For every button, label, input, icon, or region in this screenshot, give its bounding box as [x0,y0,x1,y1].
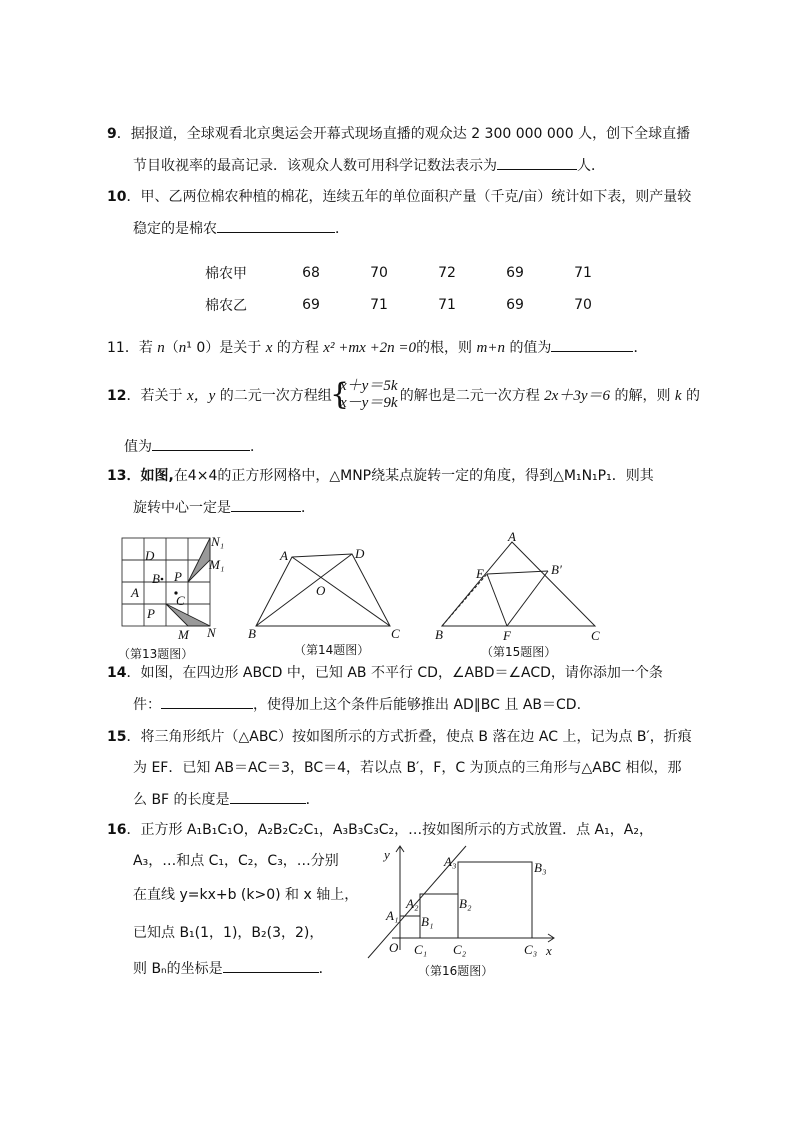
label-A: A [280,548,288,563]
question-text: 值为 [124,439,152,455]
figure-16 [362,842,562,960]
question-text: 稳定的是棉农 [133,221,217,237]
label-B1: B₁ [421,914,434,929]
table-row [205,257,617,289]
question-text: ．如图, [126,468,174,484]
question-text: ． [318,961,333,977]
question-10-line-2 [133,218,349,239]
question-11 [107,337,647,358]
answer-blank[interactable] [497,155,577,170]
label-B: B [152,571,160,586]
answer-blank[interactable] [223,958,319,973]
label-D: D [355,546,365,561]
question-text: （ [164,340,179,356]
question-10-line-1 [107,187,691,207]
question-15-line-2 [133,758,681,778]
label-C: C [176,593,185,608]
question-15-line-3 [133,789,320,810]
question-number: 12 [107,388,127,404]
question-number: 11 [107,340,125,356]
table-cell: 70 [370,265,388,281]
label-x: x [546,943,552,958]
label-A1: A₁ [386,908,399,923]
label-A2: A₂ [406,896,419,911]
question-text: 的 [686,388,701,404]
table-cell: 71 [438,297,456,313]
label-B: B [248,626,256,641]
table-cell: 69 [302,297,320,313]
question-text: ）是关于 [205,340,262,356]
answer-blank[interactable] [152,436,250,451]
question-15-line-1 [107,727,692,747]
answer-blank[interactable] [217,218,335,233]
question-text: ¹ 0 [186,340,206,356]
label-O: O [389,940,399,955]
question-text: ． [335,221,349,237]
question-text: 么 BF 的长度是 [133,792,230,808]
answer-blank[interactable] [231,497,301,512]
table-cell: 69 [506,265,524,281]
equation: 2x＋3y＝6 [544,388,610,404]
question-text: 在4×4的正方形网格中，△MNP绕某点旋转一定的角度，得到△M₁N₁P₁．则其 [173,468,654,484]
question-text: ．如图，在四边形 ABCD 中，已知 AB 不平行 CD，∠ABD＝∠ACD，请你添加一个条 [126,665,663,681]
question-text: 的解，则 [614,388,671,404]
question-text: 的方程 [276,340,319,356]
question-14-line-1 [107,663,663,683]
label-C1: C₁ [414,942,428,957]
question-text: ．据报道，全球观看北京奥运会开幕式现场直播的观众达 2 300 000 000 人，创下全球直播 [116,126,691,142]
question-text: 节目收视率的最高记录．该观众人数可用科学记数法表示为 [133,158,497,174]
question-9-line-1 [107,124,690,144]
label-C: C [591,628,600,643]
question-text: ．若关于 [126,388,183,404]
label-E: E [476,566,484,581]
question-text: ．若 [124,340,158,356]
question-text: 则 Bₙ的坐标是 [133,961,223,977]
yield-table [205,257,617,321]
figure-14-caption: （第14题图） [294,643,370,657]
question-text: 的解也是二元一次方程 [399,388,540,404]
figure-15-caption: （第15题图） [481,645,557,659]
question-text: ．甲、乙两位棉农种植的棉花，连续五年的单位面积产量（千克/亩）统计如下表，则产量较 [126,189,692,205]
label-B3: B₃ [534,860,547,875]
figure-14 [240,540,415,644]
question-16-line-1 [107,820,653,840]
question-9-line-2 [133,155,605,176]
math-var: n [157,340,165,356]
question-text: ． [301,500,315,516]
table-cell: 71 [574,265,592,281]
math-var: x [265,340,273,356]
table-cell: 70 [574,297,592,313]
question-16-line-3: 在直线 y=kx+b (k>0) 和 x 轴上， [133,887,359,903]
label-N: N [207,625,216,640]
label-B2: B₂ [459,896,472,911]
question-number: 10 [107,189,127,205]
label-P: P [147,606,155,621]
label-C2: C₂ [453,942,467,957]
question-text: 旋转中心一定是 [133,500,231,516]
table-cell: 68 [302,265,320,281]
label-F: F [503,628,511,643]
question-13-line-1 [107,466,654,486]
answer-blank[interactable] [161,694,253,709]
question-text: ，使得加上这个条件后能够推出 AD∥BC 且 AB＝CD. [253,697,582,713]
label-B: B [435,627,443,642]
question-number: 14 [107,665,127,681]
label-O: O [316,583,326,598]
table-row [205,289,617,321]
label-B-prime: B′ [551,562,562,577]
label-M1: M₁ [209,557,225,572]
question-number: 15 [107,729,127,745]
label-D: D [145,548,155,563]
math-var: n [178,340,187,356]
table-cell: 71 [370,297,388,313]
question-12-line-1 [107,386,700,406]
answer-blank[interactable] [551,337,633,352]
table-cell: 棉农甲 [205,266,247,282]
question-text: 的值为 [509,340,552,356]
question-16-line-4: 已知点 B₁(1，1)，B₂(3，2)， [133,925,324,941]
question-text: ． [633,340,648,356]
question-12-line-2 [124,436,264,457]
question-16-line-5 [133,958,333,979]
math-expr: m+n [476,340,505,356]
figure-15 [425,528,615,646]
table-cell: 69 [506,297,524,313]
question-text: 人． [577,158,605,174]
label-P1: P [174,569,182,584]
question-number: 16 [107,822,127,838]
question-text: 的根，则 [416,340,473,356]
question-text: ．正方形 A₁B₁C₁O，A₂B₂C₂C₁，A₃B₃C₃C₂，…按如图所示的方式放置．点 A₁，A₂， [126,822,653,838]
label-C3: C₃ [524,942,538,957]
question-16-line-2: A₃，…和点 C₁，C₂，C₃，…分别 [133,853,339,869]
question-text: ．将三角形纸片（△ABC）按如图所示的方式折叠，使点 B 落在边 AC 上，记为点 B′，折痕 [126,729,692,745]
question-text: 为 EF．已知 AB＝AC＝3，BC＝4，若以点 B′，F，C 为顶点的三角形与△ABC 相似，那 [133,760,682,776]
question-text: 的二元一次方程组 [219,388,332,404]
label-y: y [384,847,390,862]
question-13-line-2 [133,497,315,518]
question-number: 13 [107,468,127,484]
question-number: 9 [107,126,117,142]
system-equation-top: x＋y＝5k [340,378,398,394]
label-A: A [508,529,516,544]
math-var: k [674,388,682,404]
figure-16-caption: （第16题图） [418,964,494,978]
label-M: M [178,627,189,642]
figure-13-caption: （第13题图） [118,647,194,661]
label-C: C [391,626,400,641]
math-var: x，y [186,388,216,404]
figure-13 [110,530,235,642]
equation: x² +mx +2n =0 [323,340,417,356]
question-text: ． [250,439,264,455]
label-A3: A₃ [444,854,457,869]
brace-symbol: { [330,377,350,412]
system-equation-bottom: x－y＝9k [340,395,398,411]
question-14-line-2 [133,694,581,715]
label-N1: N₁ [211,534,225,549]
question-text: ． [305,792,320,808]
question-text: 件： [133,697,161,713]
answer-blank[interactable] [230,789,306,804]
table-cell: 棉农乙 [205,298,247,314]
label-A: A [131,585,139,600]
table-cell: 72 [438,265,456,281]
